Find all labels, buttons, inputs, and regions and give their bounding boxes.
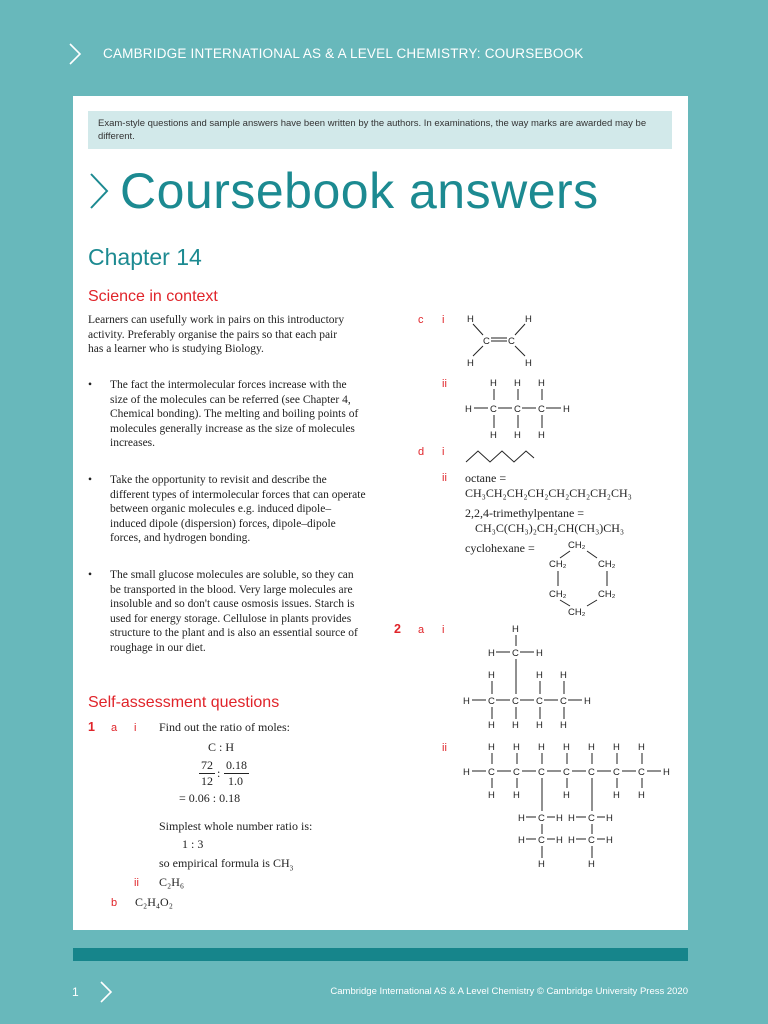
ratio-label: C : H xyxy=(208,740,235,754)
svg-text:H: H xyxy=(556,813,563,824)
svg-text:H: H xyxy=(536,670,543,681)
svg-text:C: C xyxy=(488,696,495,707)
fraction-denominator: 12 xyxy=(201,774,213,788)
svg-text:C: C xyxy=(513,767,520,778)
trimethylpentane-label: 2,2,4-trimethylpentane = xyxy=(465,506,585,520)
separator: : xyxy=(217,766,221,780)
svg-text:CH₂: CH₂ xyxy=(598,589,616,600)
bullet-text: The fact the intermolecular forces increase with the size of the molecules can be referred (see Chapter 4, Chemical bonding). The melting and boiling points of molecules generally increase as the size of molecules increases. xyxy=(110,379,359,449)
octane-label: octane = xyxy=(465,471,507,485)
octane-formula: CH₃CH₂CH₂CH₂CH₂CH₂CH₂CH₃ xyxy=(465,486,632,500)
svg-text:H: H xyxy=(563,404,570,415)
svg-text:CH₂: CH₂ xyxy=(568,540,586,551)
fraction-numerator: 0.18 xyxy=(226,758,247,772)
subpart-label: ii xyxy=(442,378,447,390)
svg-text:C: C xyxy=(488,767,495,778)
page-content: Exam-style questions and sample answers have been written by the authors. In examinations, the way marks are awarded may be different. Coursebook answers Chapter 14 Science in context Learners can usefully work in pairs on this introductory activity. Preferably organise the pairs so that each pair has a learner who is studying Biology. • The fact the intermolecular forces increase with the size of the molecules can be referred (see Chapter 4, Chemical bonding). The melting and boiling points of molecules generally increase as the size of molecules increases. • Take the opportunity to revisit and describe the different types of intermolecular forces that can operate between organic molecules e.g. induced dipole–induced dipole (dispersion) forces, dipole–dipole forces, and hydrogen bonding. • The small glucose molecules are soluble, so they can be transported in the blood. Very large molecules are insoluble and so don't cause osmosis issues. Starch is used for energy storage. Cellulose in plants provides structure to the plant and is also an essential source of roughage in our diet. Self-assessment questions 1 a i Find out the ratio of moles: C : H 72 12 : 0.18 1.0 = 0.06 : 0.18 Simplest whole number ratio is: 1 : 3 so empirical formula is $CH_3$ ii C₂H₆ b C₂H₄O₂ c i ii d i ii 2 a i ii H H C C H H H H H H C C C H H H H octane = CH₃CH₂CH₂CH₂CH₂CH₂CH₂CH₃ 2,2,4-trimethylpentane = CH₃C(CH₃)₂CH₂CH(CH₃)CH₃ cyclohexane = CH₂ CH₂ CH₂ CH₂ CH₂ CH₂ H H C H H H H H C C C C H H H H H H H H H H H H H C C C C C C C H H H H H H H C H H C H H C H H C H H H xyxy=(73,96,688,930)
svg-text:H: H xyxy=(490,378,497,389)
propane-structure xyxy=(463,376,583,446)
svg-text:H: H xyxy=(568,835,575,846)
svg-text:CH₂: CH₂ xyxy=(549,559,567,570)
svg-text:C: C xyxy=(508,336,515,347)
svg-text:H: H xyxy=(467,314,474,325)
svg-text:C: C xyxy=(588,835,595,846)
svg-text:H: H xyxy=(560,720,567,731)
methylbutane-structure xyxy=(461,624,601,736)
footer-bar xyxy=(73,948,688,961)
svg-text:H: H xyxy=(613,790,620,801)
part-label: d xyxy=(418,446,425,458)
svg-text:H: H xyxy=(584,696,591,707)
svg-text:H: H xyxy=(568,813,575,824)
svg-text:H: H xyxy=(638,742,645,753)
svg-text:C: C xyxy=(538,813,545,824)
simplest-ratio: 1 : 3 xyxy=(182,837,204,851)
svg-text:CH₂: CH₂ xyxy=(598,559,616,570)
svg-text:H: H xyxy=(606,813,613,824)
cyclohexane-label: cyclohexane = xyxy=(465,541,535,555)
part-label: a xyxy=(111,722,118,734)
svg-text:CH₂: CH₂ xyxy=(568,607,586,618)
simplest-ratio-text: Simplest whole number ratio is: xyxy=(159,819,313,833)
subpart-label: ii xyxy=(134,877,139,889)
svg-text:H: H xyxy=(488,648,495,659)
svg-text:H: H xyxy=(488,742,495,753)
q1ai-text: Find out the ratio of moles: xyxy=(159,720,290,734)
subpart-label: i xyxy=(134,722,137,734)
page-title: Coursebook answers xyxy=(88,162,599,220)
svg-text:H: H xyxy=(538,859,545,870)
cyclohexane-structure xyxy=(543,538,633,622)
svg-text:H: H xyxy=(538,742,545,753)
svg-text:H: H xyxy=(663,767,670,778)
part-label: c xyxy=(418,314,424,326)
svg-text:C: C xyxy=(588,767,595,778)
svg-text:H: H xyxy=(463,696,470,707)
svg-text:C: C xyxy=(613,767,620,778)
svg-text:H: H xyxy=(514,430,521,441)
ethene-structure xyxy=(461,310,541,370)
molecular-formula: C₂H₆ xyxy=(159,875,185,889)
branched-alkane-structure xyxy=(461,740,681,870)
svg-text:H: H xyxy=(638,790,645,801)
fraction-numerator: 72 xyxy=(201,758,213,772)
svg-text:H: H xyxy=(613,742,620,753)
question-number: 2 xyxy=(394,622,401,636)
svg-text:C: C xyxy=(536,696,543,707)
page-number: 1 xyxy=(72,985,79,999)
svg-text:H: H xyxy=(514,378,521,389)
svg-text:H: H xyxy=(563,742,570,753)
svg-text:H: H xyxy=(488,790,495,801)
science-in-context-heading: Science in context xyxy=(88,288,218,305)
self-assessment-heading: Self-assessment questions xyxy=(88,694,280,711)
trimethylpentane-formula: CH₃C(CH₃)₂CH₂CH(CH₃)CH₃ xyxy=(475,521,625,535)
svg-text:H: H xyxy=(513,790,520,801)
svg-text:C: C xyxy=(538,835,545,846)
subpart-label: i xyxy=(442,314,445,326)
svg-text:C: C xyxy=(512,696,519,707)
svg-text:H: H xyxy=(536,648,543,659)
subpart-label: ii xyxy=(442,472,447,484)
subpart-label: i xyxy=(442,446,445,458)
running-header: CAMBRIDGE INTERNATIONAL AS & A LEVEL CHEMISTRY: COURSEBOOK xyxy=(103,46,584,61)
svg-text:H: H xyxy=(525,358,532,369)
svg-text:C: C xyxy=(563,767,570,778)
svg-text:H: H xyxy=(512,720,519,731)
chevron-right-icon xyxy=(88,171,110,211)
svg-text:C: C xyxy=(538,404,545,415)
svg-text:H: H xyxy=(538,378,545,389)
ratio-result: = 0.06 : 0.18 xyxy=(179,791,241,805)
svg-text:C: C xyxy=(490,404,497,415)
svg-text:H: H xyxy=(488,720,495,731)
bullet-text: Take the opportunity to revisit and describe the different types of intermolecular forces that can operate between organic molecules e.g. induced dipole–induced dipole (dispersion) forces, dipole–dipole forces, and hydrogen bonding. xyxy=(110,474,366,544)
subpart-label: i xyxy=(442,624,445,636)
bullet-text: The small glucose molecules are soluble, so they can be transported in the blood. Very large molecules are insoluble and so don't cause osmosis issues. Starch is used for energy storage. Cellulose in plants provides structure to the plant and is also an essential source of roughage in our diet. xyxy=(110,569,358,654)
svg-text:C: C xyxy=(588,813,595,824)
part-label: b xyxy=(111,897,118,909)
exam-note: Exam-style questions and sample answers have been written by the authors. In examinations, the way marks are awarded may be different. xyxy=(88,111,672,149)
svg-text:H: H xyxy=(518,835,525,846)
svg-text:C: C xyxy=(514,404,521,415)
svg-text:H: H xyxy=(467,358,474,369)
chevron-right-icon xyxy=(99,980,113,1004)
svg-text:C: C xyxy=(538,767,545,778)
part-label: a xyxy=(418,624,425,636)
intro-paragraph: Learners can usefully work in pairs on this introductory activity. Preferably organise the pairs so that each pair has a learner who is studying Biology. xyxy=(88,314,345,355)
footer-copyright: Cambridge International AS & A Level Chemistry © Cambridge University Press 2020 xyxy=(330,986,688,997)
svg-text:H: H xyxy=(588,742,595,753)
svg-text:C: C xyxy=(638,767,645,778)
svg-text:H: H xyxy=(488,670,495,681)
svg-text:H: H xyxy=(538,430,545,441)
empirical-formula: so empirical formula is $CH_3$ xyxy=(159,856,294,873)
svg-text:H: H xyxy=(465,404,472,415)
svg-text:C: C xyxy=(560,696,567,707)
svg-text:H: H xyxy=(518,813,525,824)
question-number: 1 xyxy=(88,720,95,734)
svg-text:C: C xyxy=(512,648,519,659)
skeletal-formula xyxy=(466,448,536,468)
formula-b: C₂H₄O₂ xyxy=(135,895,173,909)
fraction-denominator: 1.0 xyxy=(228,774,243,788)
chapter-heading: Chapter 14 xyxy=(88,244,202,270)
svg-text:CH₂: CH₂ xyxy=(549,589,567,600)
svg-text:H: H xyxy=(490,430,497,441)
svg-text:C: C xyxy=(483,336,490,347)
subpart-label: ii xyxy=(442,742,447,754)
svg-text:H: H xyxy=(525,314,532,325)
svg-text:H: H xyxy=(463,767,470,778)
svg-text:H: H xyxy=(606,835,613,846)
chevron-right-icon xyxy=(68,42,82,66)
svg-text:H: H xyxy=(560,670,567,681)
svg-text:H: H xyxy=(556,835,563,846)
svg-text:H: H xyxy=(563,790,570,801)
svg-text:H: H xyxy=(513,742,520,753)
svg-text:H: H xyxy=(512,624,519,635)
svg-text:H: H xyxy=(588,859,595,870)
svg-text:H: H xyxy=(536,720,543,731)
